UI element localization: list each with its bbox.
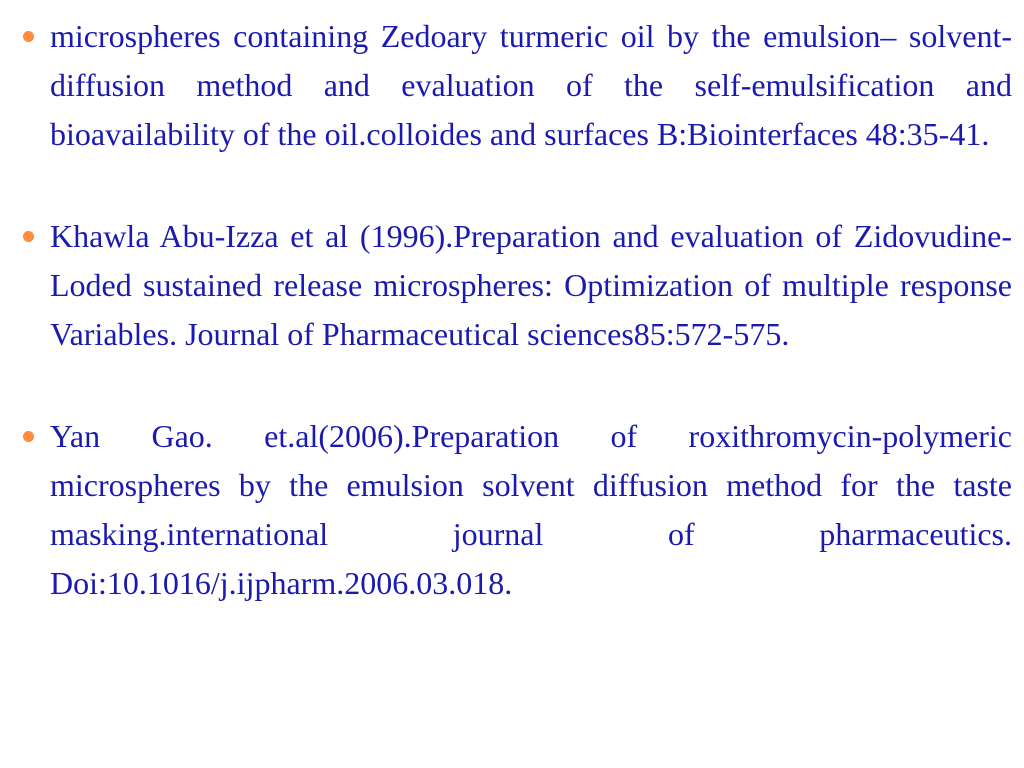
bullet-dot-icon [23, 231, 34, 242]
reference-item [0, 12, 1024, 159]
reference-text: Yan Gao. et.al(2006).Preparation of roxithromycin-polymeric microspheres by the emulsion solvent diffusion method for the taste masking.international journal of pharmaceutics. Doi:10.1016/j.ijpharm.2006.03.018. [50, 418, 1012, 601]
reference-text: microspheres containing Zedoary turmeric oil by the emulsion– solvent-diffusion method and evaluation of the self-emulsification and bioavailability of the oil.colloides and surfaces B:Biointerfaces 48:35-41. [50, 18, 1012, 152]
bullet-dot-icon [23, 431, 34, 442]
reference-item [0, 212, 1024, 359]
reference-text: Khawla Abu-Izza et al (1996).Preparation and evaluation of Zidovudine- Loded sustained release microspheres: Optimization of multiple response Variables. Journal of Pharmaceutical sciences85:572-575. [50, 218, 1012, 352]
reference-list [0, 12, 1024, 661]
bullet-dot-icon [23, 31, 34, 42]
reference-item [0, 412, 1024, 608]
